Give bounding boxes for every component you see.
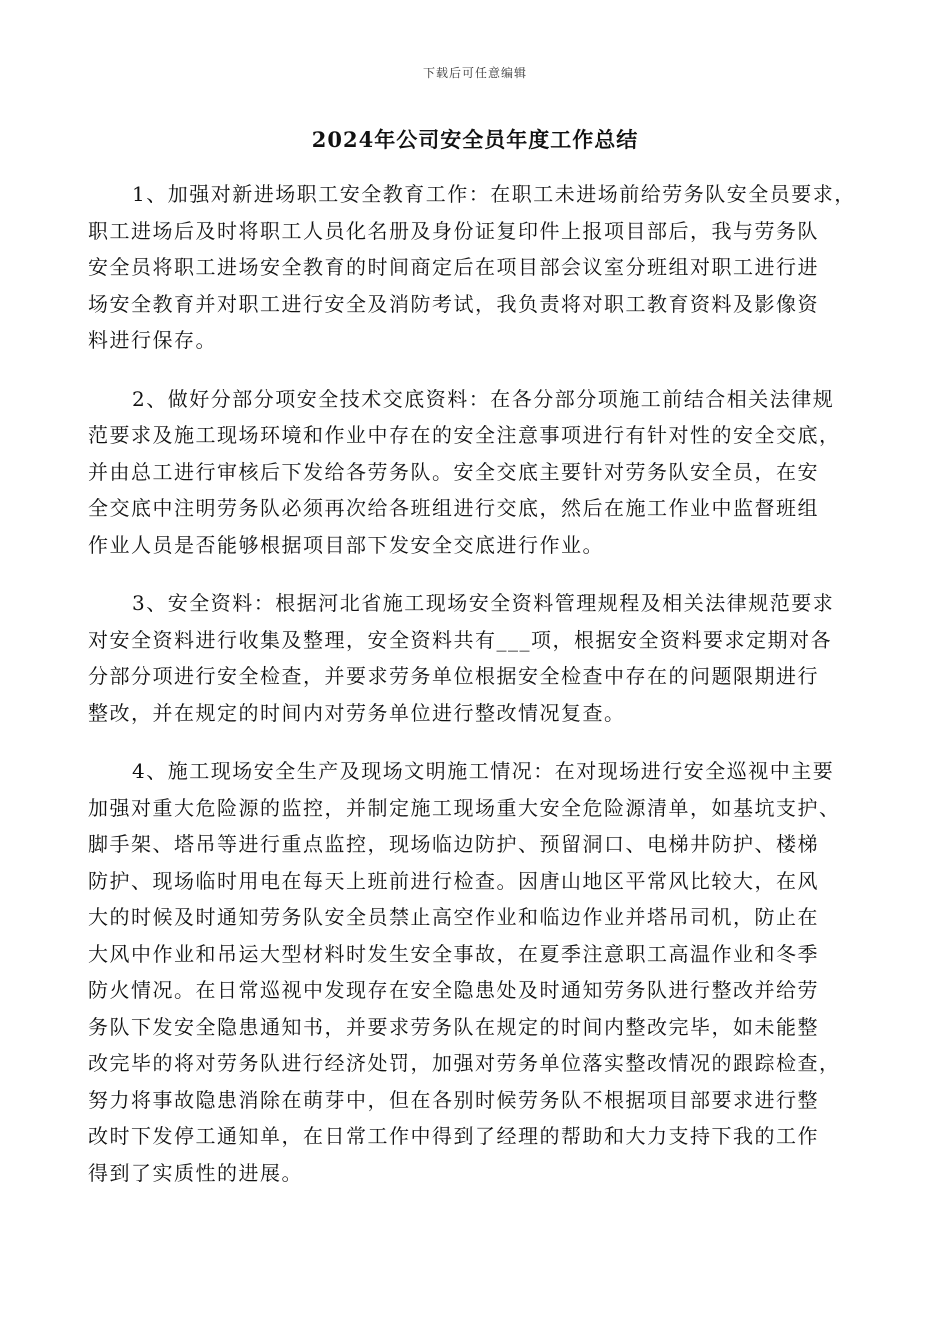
paragraph-line: 改时下发停工通知单，在日常工作中得到了经理的帮助和大力支持下我的工作 [88,1124,819,1148]
paragraph-line: 职工进场后及时将职工人员化名册及身份证复印件上报项目部后，我与劳务队 [88,218,819,243]
paragraph-line: 并由总工进行审核后下发给各劳务队。安全交底主要针对劳务队安全员，在安 [88,459,819,484]
header-note: 下载后可任意编辑 [422,66,527,80]
paragraph-line: 安全员将职工进场安全教育的时间商定后在项目部会议室分班组对职工进行进 [88,255,819,279]
paragraph-line: 大的时候及时通知劳务队安全员禁止高空作业和临边作业并塔吊司机，防止在 [88,905,819,929]
paragraph-line: 作业人员是否能够根据项目部下发安全交底进行作业。 [88,532,604,557]
paragraph-1 [88,176,872,359]
paragraph-line: 料进行保存。 [88,328,217,352]
paragraph-line: 分部分项进行安全检查，并要求劳务单位根据安全检查中存在的问题限期进行 [88,664,819,688]
paragraph-line: 对安全资料进行收集及整理，安全资料共有___项，根据安全资料要求定期对各 [88,627,832,652]
paragraph-line: 全交底中注明劳务队必须再次给各班组进行交底，然后在施工作业中监督班组 [88,496,819,520]
paragraph-line: 3、安全资料：根据河北省施工现场安全资料管理规程及相关法律规范要求 [132,591,835,615]
paragraph-line: 范要求及施工现场环境和作业中存在的安全注意事项进行有针对性的安全交底， [88,423,841,447]
paragraph-line: 得到了实质性的进展。 [88,1160,303,1185]
paragraph-line: 大风中作业和吊运大型材料时发生安全事故，在夏季注意职工高温作业和冬季 [88,941,819,966]
paragraph-line: 防护、现场临时用电在每天上班前进行检查。因唐山地区平常风比较大，在风 [88,868,819,893]
paragraph-line: 脚手架、塔吊等进行重点监控，现场临边防护、预留洞口、电梯井防护、楼梯 [88,832,819,856]
paragraph-line: 场安全教育并对职工进行安全及消防考试，我负责将对职工教育资料及影像资 [88,291,819,316]
paragraph-line: 2、做好分部分项安全技术交底资料：在各分部分项施工前结合相关法律规 [132,386,835,411]
paragraph-line: 务队下发安全隐患通知书，并要求劳务队在规定的时间内整改完毕，如未能整 [88,1014,819,1039]
paragraph-line: 防火情况。在日常巡视中发现存在安全隐患处及时通知劳务队进行整改并给劳 [88,978,819,1002]
paragraph-line: 4、施工现场安全生产及现场文明施工情况：在对现场进行安全巡视中主要 [132,759,835,783]
paragraph-line: 努力将事故隐患消除在萌芽中，但在各别时候劳务队不根据项目部要求进行整 [88,1087,819,1112]
document-body [88,176,872,1213]
paragraph-2 [88,381,872,564]
paragraph-line: 整改，并在规定的时间内对劳务单位进行整改情况复查。 [88,700,626,725]
paragraph-4 [88,753,872,1191]
paragraph-line: 1、加强对新进场职工安全教育工作：在职工未进场前给劳务队安全员要求， [132,182,856,206]
paragraph-line: 加强对重大危险源的监控，并制定施工现场重大安全危险源清单，如基坑支护、 [88,795,841,820]
document-title: 2024年公司安全员年度工作总结 [311,127,639,152]
paragraph-line: 改完毕的将对劳务队进行经济处罚，加强对劳务单位落实整改情况的跟踪检查， [88,1051,841,1075]
paragraph-3 [88,585,872,731]
